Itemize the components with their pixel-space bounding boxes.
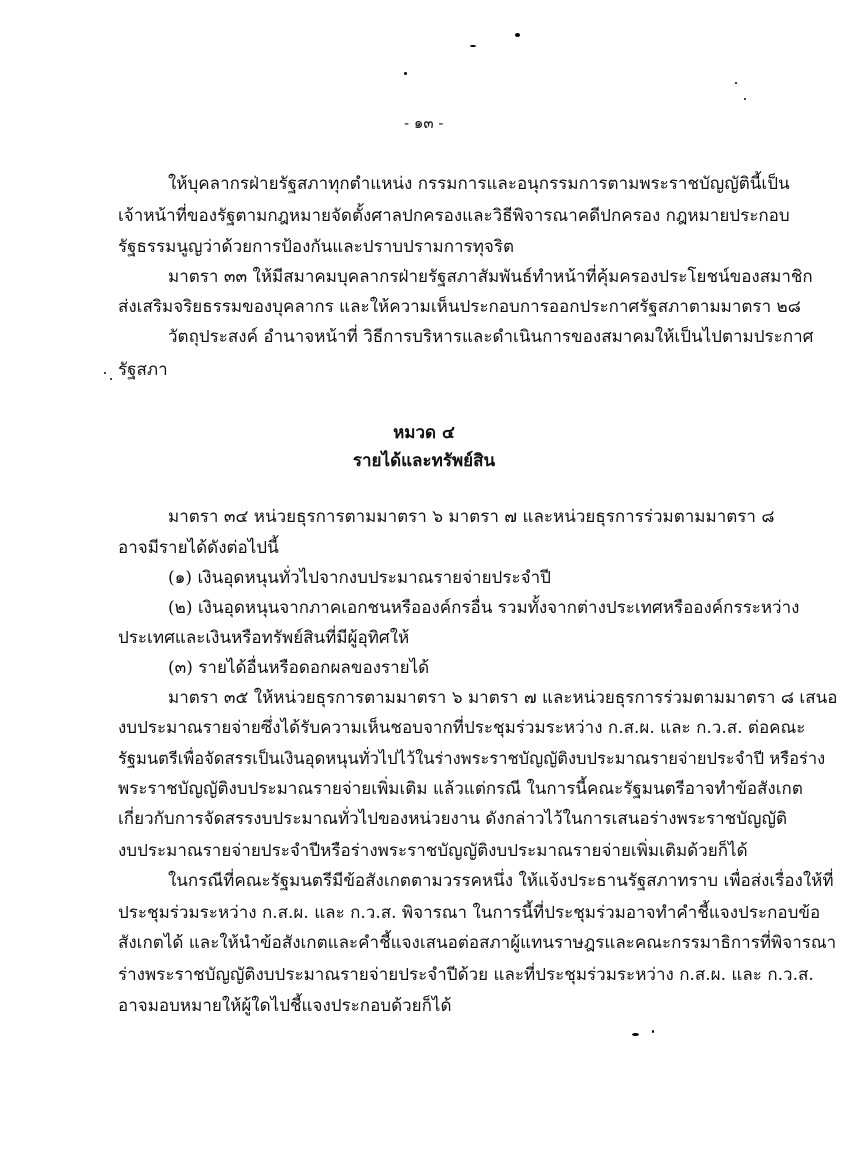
scan-speck: [110, 378, 112, 380]
body-line: งบประมาณรายจ่ายซึ่งได้รับความเห็นชอบจากที่ประชุมร่วมระหว่าง ก.ส.ผ. และ ก.ว.ส. ต่อคณะ: [118, 718, 806, 738]
scan-speck: [735, 82, 737, 84]
body-line: เจ้าหน้าที่ของรัฐตามกฎหมายจัดตั้งศาลปกครองและวิธีพิจารณาคดีปกครอง กฎหมายประกอบ: [118, 206, 790, 226]
body-line: รัฐธรรมนูญว่าด้วยการป้องกันและปราบปรามการทุจริต: [118, 237, 515, 257]
body-line: งบประมาณรายจ่ายประจำปีหรือร่างพระราชบัญญัติงบประมาณรายจ่ายเพิ่มเติมด้วยก็ได้: [118, 841, 748, 861]
section-33-line: มาตรา ๓๓ ให้มีสมาคมบุคลากรฝ่ายรัฐสภาสัมพันธ์ทำหน้าที่คุ้มครองประโยชน์ของสมาชิก: [168, 267, 813, 287]
chapter-number: หมวด ๔: [393, 423, 455, 443]
body-line: พระราชบัญญัติงบประมาณรายจ่ายเพิ่มเติม แล้วแต่กรณี ในการนี้คณะรัฐมนตรีอาจทำข้อสังเกต: [118, 779, 803, 799]
body-line: ให้บุคลากรฝ่ายรัฐสภาทุกตำแหน่ง กรรมการและอนุกรรมการตามพระราชบัญญัตินี้เป็น: [168, 174, 790, 194]
list-item: (๒) เงินอุดหนุนจากภาคเอกชนหรือองค์กรอื่น รวมทั้งจากต่างประเทศหรือองค์กรระหว่าง: [168, 598, 800, 618]
section-34-line: มาตรา ๓๔ หน่วยธุรการตามมาตรา ๖ มาตรา ๗ และหน่วยธุรการร่วมตามมาตรา ๘: [168, 507, 775, 527]
scan-speck: [632, 1033, 639, 1036]
scan-speck: [652, 1030, 654, 1033]
section-35-line: มาตรา ๓๕ ให้หน่วยธุรการตามมาตรา ๖ มาตรา ๗ และหน่วยธุรการร่วมตามมาตรา ๘ เสนอ: [168, 688, 838, 708]
scan-speck: [404, 72, 407, 75]
scan-speck: [470, 45, 476, 47]
body-line: เกี่ยวกับการจัดสรรงบประมาณทั่วไปของหน่วยงาน ดังกล่าวไว้ในการเสนอร่างพระราชบัญญัติ: [118, 809, 788, 829]
list-item: (๑) เงินอุดหนุนทั่วไปจากงบประมาณรายจ่ายประจำปี: [168, 568, 551, 588]
body-line: ในกรณีที่คณะรัฐมนตรีมีข้อสังเกตตามวรรคหนึ่ง ให้แจ้งประธานรัฐสภาทราบ เพื่อส่งเรื่องให้ที่: [168, 871, 834, 891]
body-line: ส่งเสริมจริยธรรมของบุคลากร และให้ความเห็นประกอบการออกประกาศรัฐสภาตามมาตรา ๒๘: [118, 297, 801, 317]
body-line: ประชุมร่วมระหว่าง ก.ส.ผ. และ ก.ว.ส. พิจารณา ในการนี้ที่ประชุมร่วมอาจทำคำชี้แจงประกอบข้อ: [118, 903, 821, 923]
body-line: อาจมีรายได้ดังต่อไปนี้: [118, 538, 279, 558]
body-line: วัตถุประสงค์ อำนาจหน้าที่ วิธีการบริหารและดำเนินการของสมาคมให้เป็นไปตามประกาศ: [168, 327, 814, 347]
body-line: อาจมอบหมายให้ผู้ใดไปชี้แจงประกอบด้วยก็ได้: [118, 996, 452, 1016]
page-number: - ๑๓ -: [404, 114, 444, 132]
body-line: ร่างพระราชบัญญัติงบประมาณรายจ่ายประจำปีด้วย และที่ประชุมร่วมระหว่าง ก.ส.ผ. และ ก.ว.ส.: [118, 965, 814, 985]
body-line: ประเทศและเงินหรือทรัพย์สินที่มีผู้อุทิศให้: [118, 628, 410, 648]
body-line: รัฐมนตรีเพื่อจัดสรรเป็นเงินอุดหนุนทั่วไปไว้ในร่างพระราชบัญญัติงบประมาณรายจ่ายประจำปี หรือร่าง: [118, 749, 826, 768]
scan-speck: [104, 372, 106, 374]
chapter-title: รายได้และทรัพย์สิน: [352, 451, 496, 471]
body-line: รัฐสภา: [118, 360, 168, 380]
body-line: สังเกตได้ และให้นำข้อสังเกตและคำชี้แจงเสนอต่อสภาผู้แทนราษฎรและคณะกรรมาธิการที่พิจารณา: [118, 933, 837, 953]
scan-speck: [515, 33, 520, 37]
scan-speck: [744, 98, 746, 100]
list-item: (๓) รายได้อื่นหรือดอกผลของรายได้: [168, 658, 430, 678]
